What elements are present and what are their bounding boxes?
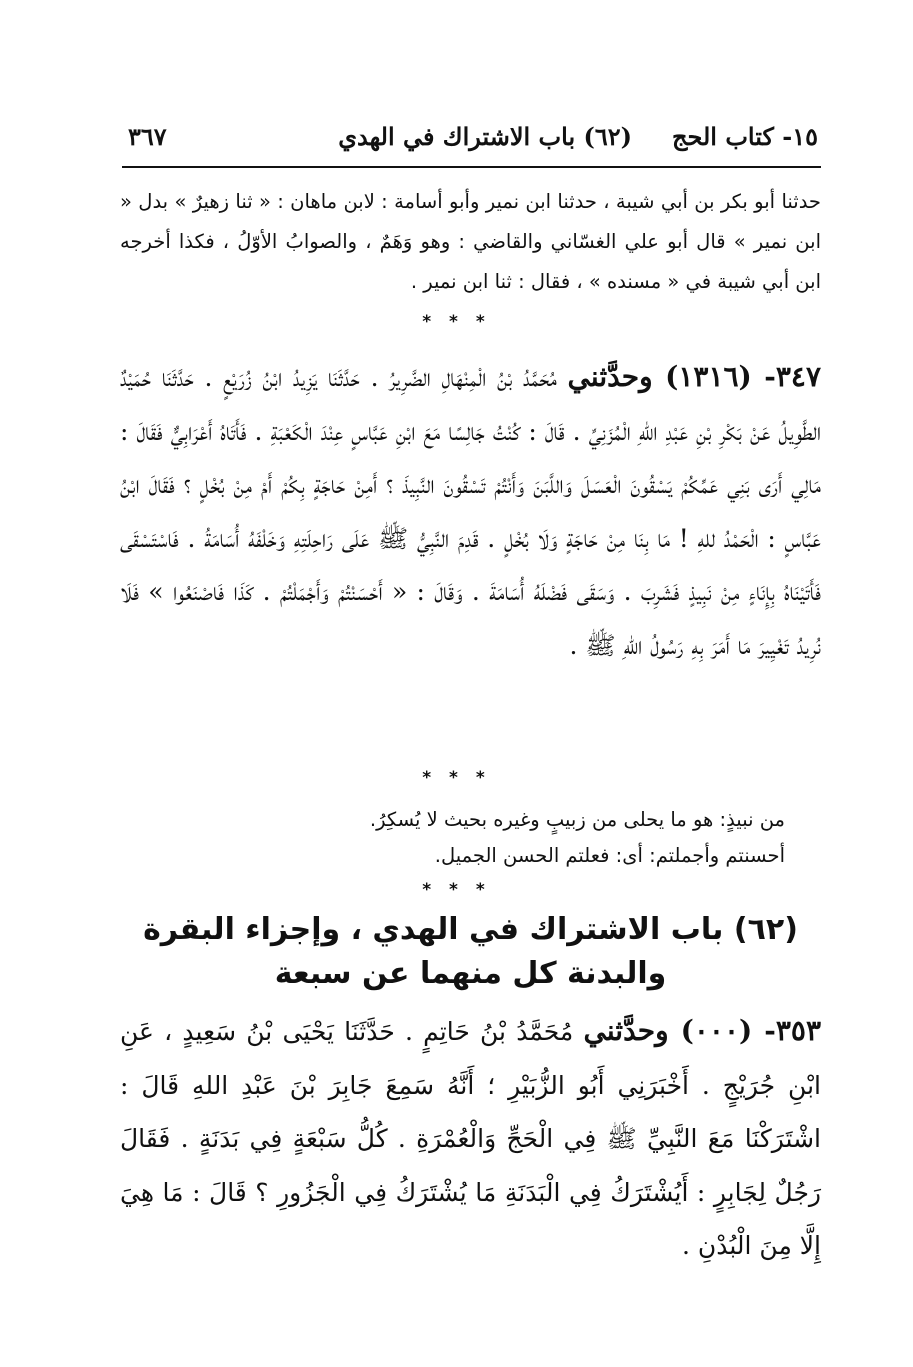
page-number: ٣٦٧ [128,122,167,151]
hadith-text: مُحَمَّدُ بْنُ الْمِنْهَالِ الضَّرِيرُ . حَدَّثَنَا يَزِيدُ ابْنُ زُرَيْعٍ . حَدَّثَنَا حُمَيْدٌ الطَّوِيلُ عَنْ بَكْرِ بْنِ عَبْدِ اللهِ الْمُزَنِيِّ . قَالَ : كُنْتُ جَالِسًا مَعَ ابْنِ عَبَّاسٍ عِنْدَ الْكَعْبَةِ . فَأَتَاهُ أَعْرَابِيٌّ فَقَالَ : مَالِي أَرَى بَنِي عَمِّكُمْ يَسْقُونَ الْعَسَلَ وَاللَّبَنَ وَأَنْتُمْ تَسْقُونَ النَّبِيذَ ؟ أَمِنْ حَاجَةٍ بِكُمْ أَمْ مِنْ بُخْلٍ ؟ فَقَالَ ابْنُ عَبَّاسٍ : الْحَمْدُ للهِ ! مَا بِنَا مِنْ حَاجَةٍ وَلَا بُخْلٍ . قَدِمَ النَّبِيُّ ﷺ عَلَى رَاحِلَتِهِ وَخَلْفَهُ أُسَامَةُ . فَاسْتَسْقَى فَأَتَيْنَاهُ بِإِنَاءٍ مِنْ نَبِيذٍ فَشَرِبَ . وَسَقَى فَضْلَهُ أُسَامَةَ . وَقَالَ : « أَحْسَنْتُمْ وَأَجْمَلْتُمْ . كَذَا فَاصْنَعُوا » فَلَا نُرِيدُ تَغْيِيرَ مَا أَمَرَ بِهِ رَسُولُ اللهِ ﷺ . [120,363,821,660]
footnote-paragraph: حدثنا أبو بكر بن أبي شيبة ، حدثنا ابن نمير وأبو أسامة : لابن ماهان : « ثنا زهيرٌ » بدل « ابن نمير » قال أبو علي الغسّاني والقاضي : وهو وَهَمٌ ، والصوابُ الأوّلُ ، فكذا أخرجه ابن أبي شيبة في « مسنده » ، فقال : ثنا ابن نمير . [120,190,821,293]
chapter-title: ١٥- كتاب الحج [672,122,818,151]
section-title-header: (٦٢) باب الاشتراك في الهدي [338,122,632,151]
section-heading-line: والبدنة كل منهما عن سبعة [274,956,667,991]
glossary [120,802,785,874]
hadith-347 [120,350,821,672]
separator-stars: * * * [422,880,491,900]
separator-stars: * * * [422,312,491,332]
hadith-353 [120,1004,821,1273]
gloss-item: من نبيذٍ: هو ما يحلى من زبيبٍ وغيره بحيث لا يُسكِرُ. [369,808,785,831]
running-header [128,122,818,162]
hadith-text: مُحَمَّدُ بْنُ حَاتِمٍ . حَدَّثَنَا يَحْيَى بْنُ سَعِيدٍ ، عَنِ ابْنِ جُرَيْجٍ . أَخْبَرَنِي أَبُو الزُّبَيْرِ ؛ أَنَّهُ سَمِعَ جَابِرَ بْنَ عَبْدِ اللهِ قَالَ : اشْتَرَكْنَا مَعَ النَّبِيِّ ﷺ فِي الْحَجِّ وَالْعُمْرَةِ . كُلُّ سَبْعَةٍ فِي بَدَنَةٍ . فَقَالَ رَجُلٌ لِجَابِرٍ : أَيُشْتَرَكُ فِي الْبَدَنَةِ مَا يُشْتَرَكُ فِي الْجَزُورِ ؟ قَالَ : مَا هِيَ إِلَّا مِنَ الْبُدْنِ . [120,1017,821,1260]
header-rule [122,166,821,168]
section-heading-line: (٦٢) باب الاشتراك في الهدي ، وإجزاء البقرة [143,912,798,947]
section-heading [120,908,821,996]
gloss-item: أحسنتم وأجملتم: أى: فعلتم الحسن الجميل. [434,844,785,867]
hadith-number: ٣٥٣- (٠٠٠) وحدَّثني [583,1014,821,1047]
hadith-number: ٣٤٧- (١٣١٦) وحدَّثني [567,360,822,393]
separator-stars: * * * [422,768,491,788]
